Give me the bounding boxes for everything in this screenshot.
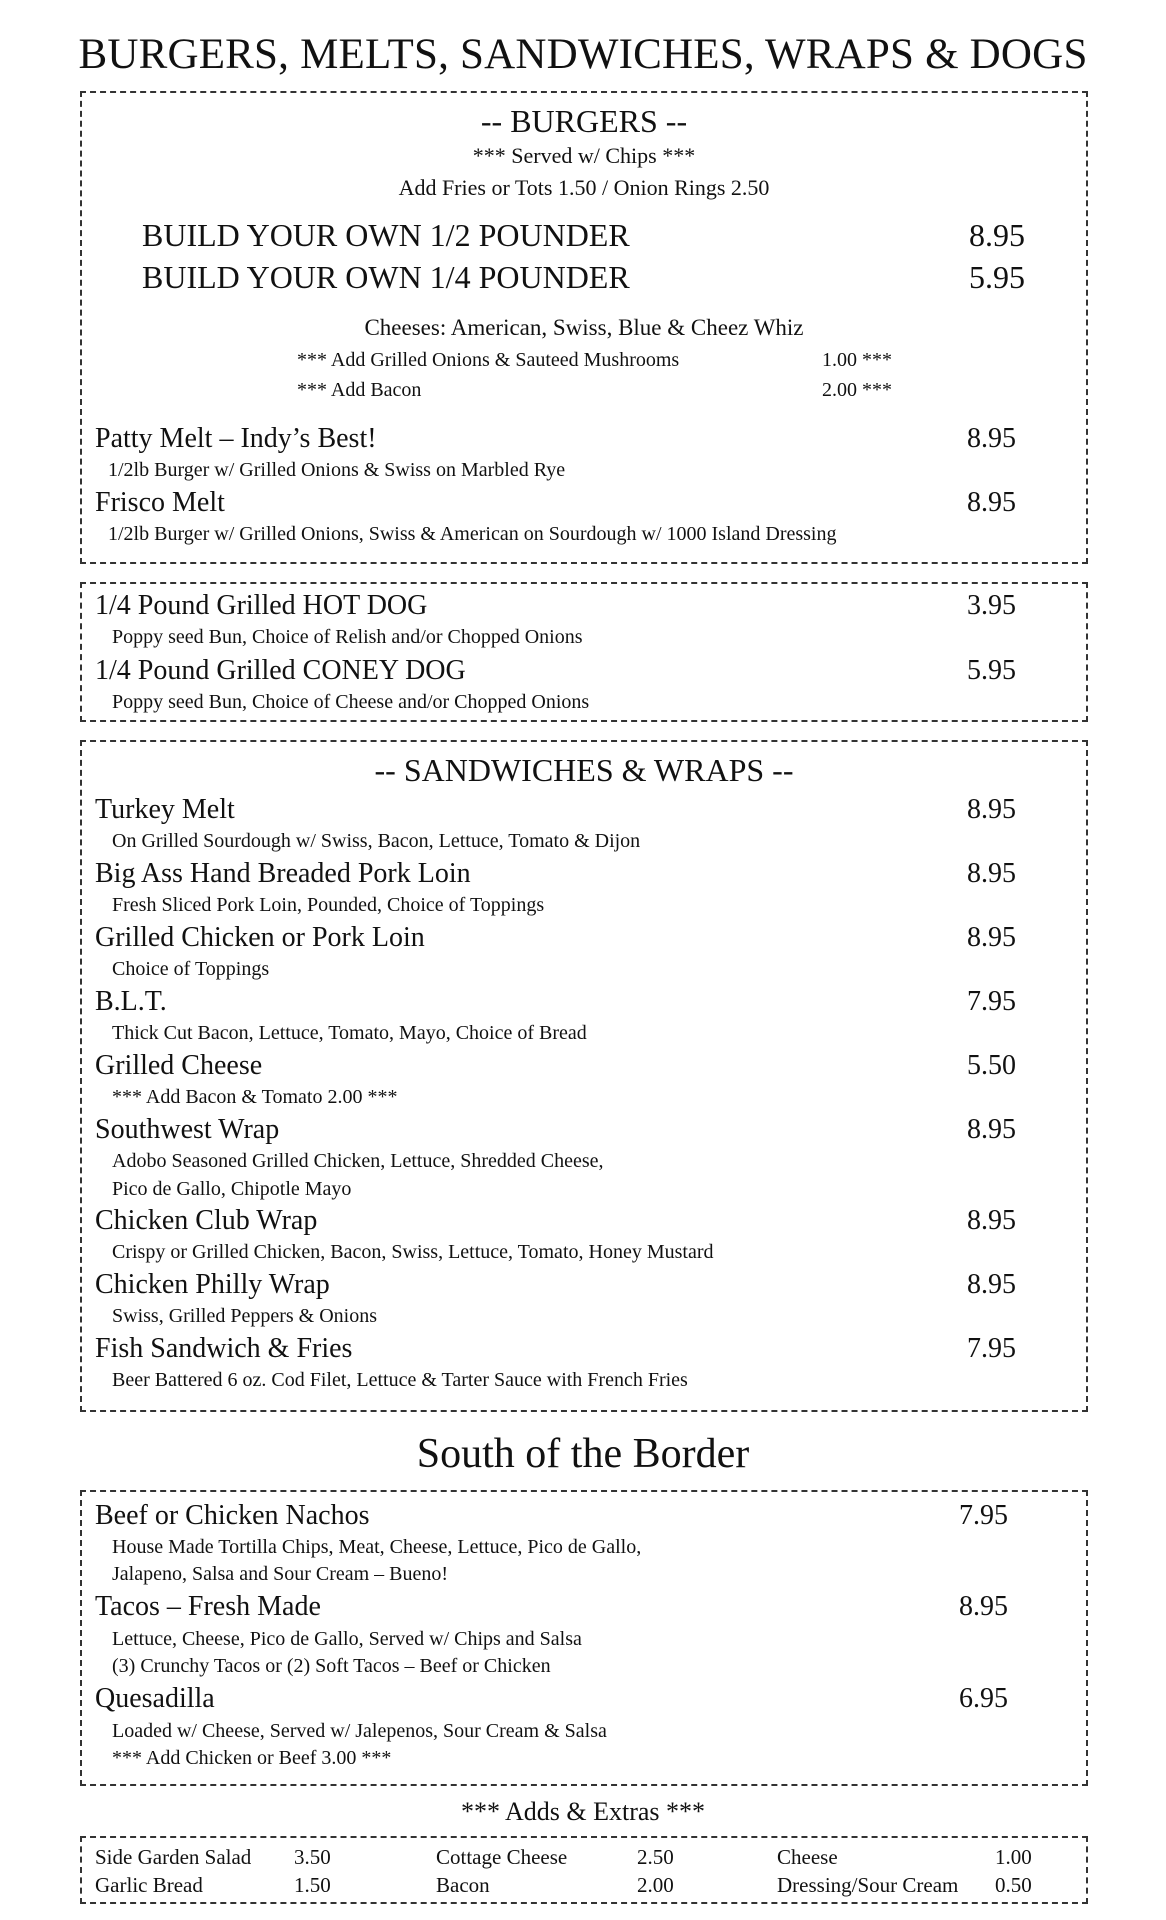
menu-item-name: Beef or Chicken Nachos — [95, 1500, 370, 1531]
page-title: BURGERS, MELTS, SANDWICHES, WRAPS & DOGS — [78, 31, 1088, 78]
add-item-name: Cheese — [777, 1845, 838, 1869]
menu-item-desc: Poppy seed Bun, Choice of Cheese and/or Chopped Onions — [112, 691, 590, 713]
served-note: *** Served w/ Chips *** — [472, 143, 696, 168]
sides-note: Add Fries or Tots 1.50 / Onion Rings 2.50 — [398, 175, 770, 200]
south-title: South of the Border — [416, 1431, 750, 1477]
menu-item-desc: House Made Tortilla Chips, Meat, Cheese, Lettuce, Pico de Gallo, — [112, 1536, 642, 1558]
menu-item-desc: Adobo Seasoned Grilled Chicken, Lettuce, Shredded Cheese, — [112, 1150, 604, 1172]
menu-item-price: 8.95 — [967, 423, 1016, 454]
menu-item-desc: Crispy or Grilled Chicken, Bacon, Swiss, Lettuce, Tomato, Honey Mustard — [112, 1241, 714, 1263]
menu-item-name: Grilled Chicken or Pork Loin — [95, 922, 425, 953]
add-item-name: Bacon — [436, 1873, 490, 1897]
menu-item-desc: *** Add Bacon & Tomato 2.00 *** — [112, 1086, 398, 1108]
menu-item-name: Frisco Melt — [95, 487, 225, 518]
add-item-name: Side Garden Salad — [95, 1845, 252, 1869]
menu-item-desc: Poppy seed Bun, Choice of Relish and/or Chopped Onions — [112, 626, 583, 648]
menu-item-desc-line2: *** Add Chicken or Beef 3.00 *** — [112, 1747, 392, 1769]
menu-item-desc: 1/2lb Burger w/ Grilled Onions, Swiss & American on Sourdough w/ 1000 Island Dressing — [108, 523, 837, 545]
add-item-name: Cottage Cheese — [436, 1845, 568, 1869]
extra-onions-price: 1.00 *** — [822, 349, 892, 371]
menu-item-price: 5.50 — [967, 1050, 1016, 1081]
cheeses-line: Cheeses: American, Swiss, Blue & Cheez Whiz — [364, 315, 804, 340]
add-item-price: 1.50 — [294, 1873, 331, 1897]
menu-item-price: 8.95 — [967, 487, 1016, 518]
menu-item-name: Southwest Wrap — [95, 1114, 280, 1145]
menu-item-desc-line2: Jalapeno, Salsa and Sour Cream – Bueno! — [112, 1563, 449, 1585]
menu-item-price: 7.95 — [967, 986, 1016, 1017]
add-item-name: Garlic Bread — [95, 1873, 203, 1897]
menu-item-name: Chicken Philly Wrap — [95, 1269, 330, 1300]
menu-item-price: 8.95 — [967, 858, 1016, 889]
menu-item-price: 6.95 — [959, 1683, 1008, 1714]
sandwiches-section — [80, 740, 1088, 1412]
add-item-price: 3.50 — [294, 1845, 331, 1869]
menu-item-price: 8.95 — [967, 1114, 1016, 1145]
menu-item-name: 1/4 Pound Grilled HOT DOG — [95, 590, 428, 621]
menu-item-name: Patty Melt – Indy’s Best! — [95, 423, 377, 454]
south-section — [80, 1490, 1088, 1786]
menu-item-name: 1/4 Pound Grilled CONEY DOG — [95, 655, 466, 686]
add-item-name: Dressing/Sour Cream — [777, 1873, 959, 1897]
menu-item-price: 7.95 — [959, 1500, 1008, 1531]
menu-item-name: Quesadilla — [95, 1683, 215, 1714]
extra-bacon-label: *** Add Bacon — [297, 379, 422, 401]
add-item-price: 2.00 — [637, 1873, 674, 1897]
extra-onions-label: *** Add Grilled Onions & Sauteed Mushrooms — [297, 349, 680, 371]
add-item-price: 0.50 — [995, 1873, 1032, 1897]
burgers-section — [80, 91, 1088, 564]
menu-item-price: 8.95 — [967, 1269, 1016, 1300]
menu-item-price: 8.95 — [967, 1205, 1016, 1236]
sandwiches-heading: -- SANDWICHES & WRAPS -- — [374, 752, 794, 788]
menu-item-price: 3.95 — [967, 590, 1016, 621]
menu-item-price: 7.95 — [967, 1333, 1016, 1364]
add-item-price: 1.00 — [995, 1845, 1032, 1869]
dogs-section — [80, 582, 1088, 722]
menu-item-desc: Thick Cut Bacon, Lettuce, Tomato, Mayo, Choice of Bread — [112, 1022, 587, 1044]
menu-item-name: Turkey Melt — [95, 794, 235, 825]
burgers-heading: -- BURGERS -- — [480, 103, 688, 139]
menu-item-name: Big Ass Hand Breaded Pork Loin — [95, 858, 471, 889]
menu-item-price: 5.95 — [967, 655, 1016, 686]
menu-item-name: Grilled Cheese — [95, 1050, 263, 1081]
menu-item-desc: Lettuce, Cheese, Pico de Gallo, Served w/ Chips and Salsa — [112, 1628, 582, 1650]
menu-item-desc: Fresh Sliced Pork Loin, Pounded, Choice of Toppings — [112, 894, 545, 916]
menu-item-desc: Beer Battered 6 oz. Cod Filet, Lettuce & Tarter Sauce with French Fries — [112, 1369, 688, 1391]
menu-item-name: Tacos – Fresh Made — [95, 1591, 321, 1622]
menu-item-name: Fish Sandwich & Fries — [95, 1333, 353, 1364]
build-half-name: BUILD YOUR OWN 1/2 POUNDER — [142, 217, 630, 253]
menu-item-desc: 1/2lb Burger w/ Grilled Onions & Swiss on Marbled Rye — [108, 459, 566, 481]
menu-item-desc: On Grilled Sourdough w/ Swiss, Bacon, Lettuce, Tomato & Dijon — [112, 830, 641, 852]
menu-item-desc: Choice of Toppings — [112, 958, 270, 980]
menu-item-desc-line2: Pico de Gallo, Chipotle Mayo — [112, 1178, 352, 1200]
build-quarter-price: 5.95 — [969, 259, 1025, 295]
menu-item-name: B.L.T. — [95, 986, 167, 1017]
build-half-price: 8.95 — [969, 217, 1025, 253]
menu-item-name: Chicken Club Wrap — [95, 1205, 318, 1236]
build-quarter-name: BUILD YOUR OWN 1/4 POUNDER — [142, 259, 630, 295]
menu-item-price: 8.95 — [967, 922, 1016, 953]
add-item-price: 2.50 — [637, 1845, 674, 1869]
menu-item-desc: Swiss, Grilled Peppers & Onions — [112, 1305, 377, 1327]
menu-item-desc: Loaded w/ Cheese, Served w/ Jalepenos, Sour Cream & Salsa — [112, 1720, 607, 1742]
menu-item-desc-line2: (3) Crunchy Tacos or (2) Soft Tacos – Beef or Chicken — [112, 1655, 551, 1677]
extra-bacon-price: 2.00 *** — [822, 379, 892, 401]
adds-title: *** Adds & Extras *** — [460, 1797, 706, 1826]
menu-item-price: 8.95 — [967, 794, 1016, 825]
adds-section — [80, 1836, 1088, 1904]
menu-item-price: 8.95 — [959, 1591, 1008, 1622]
